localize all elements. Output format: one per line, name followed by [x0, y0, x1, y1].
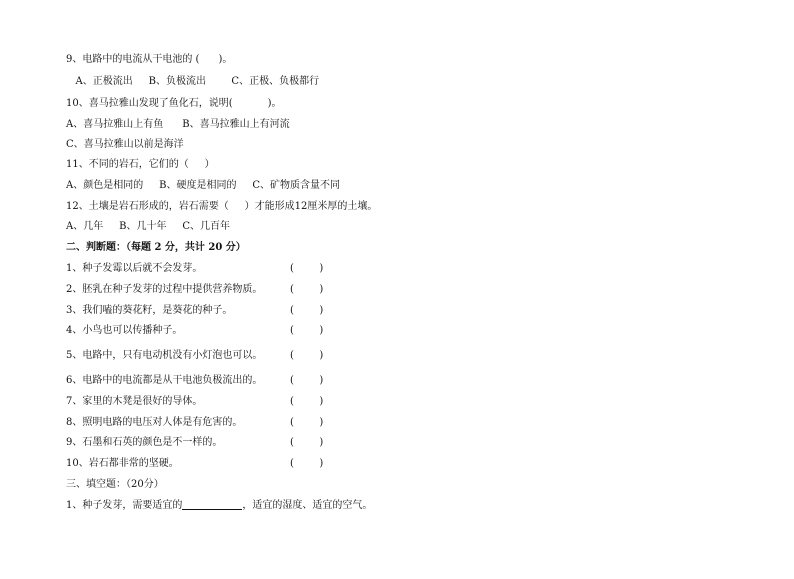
answer-paren-3: ( ): [290, 305, 324, 316]
answer-paren-8: ( ): [290, 417, 324, 428]
question-10-option-c: C、喜马拉雅山以前是海洋: [66, 139, 184, 150]
judge-item-10: 10、岩石都非常的坚硬。: [66, 458, 179, 469]
answer-paren-9: ( ): [290, 437, 324, 448]
question-10-options: A、喜马拉雅山上有鱼 B、喜马拉雅山上有河流: [66, 119, 290, 130]
judge-item-1: 1、种子发霉以后就不会发芽。: [66, 263, 203, 274]
judge-item-7: 7、家里的木凳是很好的导体。: [66, 396, 203, 407]
judge-item-6: 6、电路中的电流都是从干电池负极流出的。: [66, 375, 263, 386]
fill-question-1-after: ，适宜的湿度、适宜的空气。: [242, 500, 373, 511]
question-11: 11、不同的岩石，它们的（ ）: [66, 159, 215, 170]
judge-item-9: 9、石墨和石英的颜色是不一样的。: [66, 437, 223, 448]
section-2-title: 二、判断题：（每题 2 分，共计 20 分）: [66, 242, 246, 253]
judge-item-8: 8、照明电路的电压对人体是有危害的。: [66, 417, 243, 428]
fill-blank[interactable]: [182, 499, 242, 510]
fill-question-1-before: 1、种子发芽，需要适宜的: [66, 500, 183, 511]
judge-item-5: 5、电路中，只有电动机没有小灯泡也可以。: [66, 350, 263, 361]
answer-paren-1: ( ): [290, 263, 324, 274]
judge-item-4: 4、小鸟也可以传播种子。: [66, 325, 183, 336]
answer-paren-10: ( ): [290, 458, 324, 469]
question-9: 9、电路中的电流从干电池的 ( )。: [66, 54, 233, 65]
answer-paren-4: ( ): [290, 325, 324, 336]
answer-paren-6: ( ): [290, 375, 324, 386]
answer-paren-2: ( ): [290, 284, 324, 295]
section-3-title: 三、填空题：（20分）: [66, 479, 164, 490]
judge-item-3: 3、我们嗑的葵花籽，是葵花的种子。: [66, 305, 233, 316]
fill-question-1: [66, 499, 372, 513]
question-12-options: A、几年 B、几十年 C、几百年: [66, 221, 231, 232]
question-9-options: A、正极流出 B、负极流出 C、正极、负极都行: [66, 76, 320, 87]
answer-paren-7: ( ): [290, 396, 324, 407]
question-11-options: A、颜色是相同的 B、硬度是相同的 C、矿物质含量不同: [66, 180, 341, 191]
question-12: 12、土壤是岩石形成的，岩石需要（ ）才能形成12厘米厚的土壤。: [66, 201, 378, 212]
answer-paren-5: ( ): [290, 350, 324, 361]
judge-item-2: 2、胚乳在种子发芽的过程中提供营养物质。: [66, 284, 263, 295]
question-10: 10、喜马拉雅山发现了鱼化石，说明( )。: [66, 98, 282, 109]
